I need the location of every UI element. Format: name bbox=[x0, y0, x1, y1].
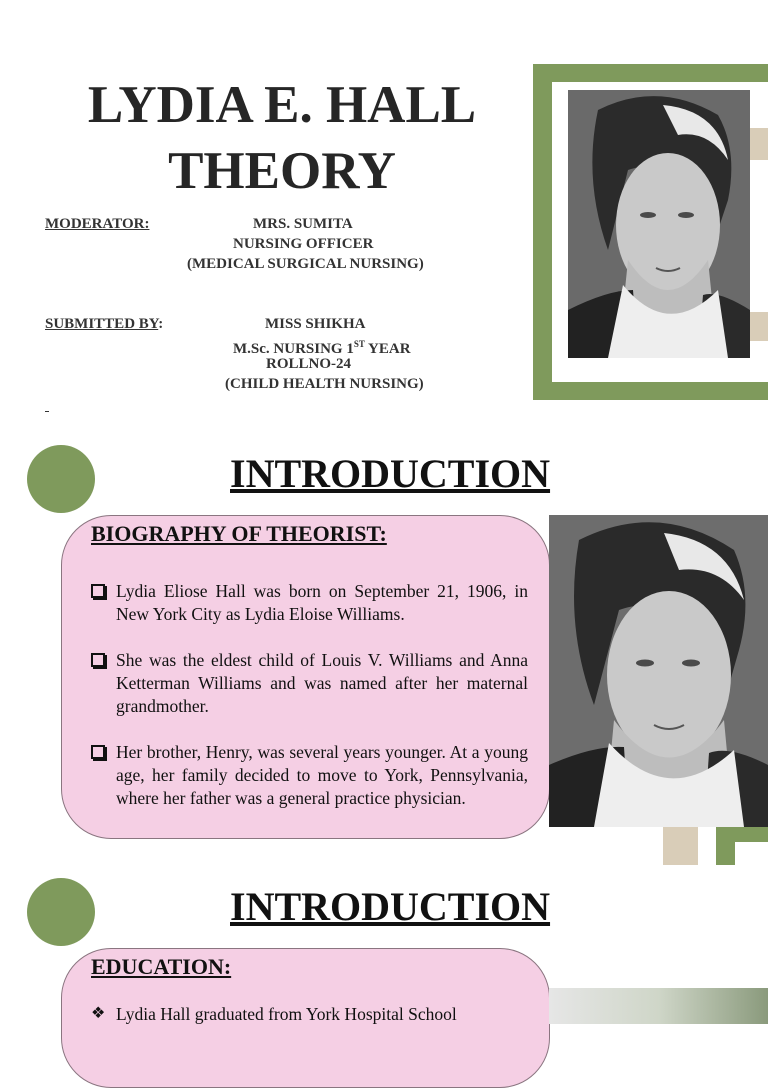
green-accent-cutout bbox=[735, 842, 768, 865]
moderator-name: MRS. SUMITA bbox=[253, 216, 353, 232]
list-item: She was the eldest child of Louis V. Williams and Anna Ketterman Williams and was named after her maternal grandmother. bbox=[91, 649, 528, 718]
education-photo bbox=[549, 988, 768, 1024]
moderator-role: NURSING OFFICER bbox=[233, 236, 374, 252]
moderator-label: MODERATOR: bbox=[45, 216, 150, 232]
biography-portrait-photo bbox=[549, 515, 768, 827]
submitted-roll: ROLLNO-24 bbox=[266, 356, 352, 372]
main-title bbox=[40, 72, 524, 204]
education-box-heading: EDUCATION: bbox=[91, 954, 232, 979]
submitted-by-label: SUBMITTED BY: bbox=[45, 316, 164, 332]
portrait-illustration bbox=[549, 515, 768, 827]
portrait-illustration bbox=[568, 90, 750, 358]
list-item: Lydia Eliose Hall was born on September 21, 1906, in New York City as Lydia Eloise Williams. bbox=[91, 580, 528, 626]
education-section-heading: INTRODUCTION bbox=[230, 884, 551, 929]
hollow-square-bullet-icon bbox=[91, 579, 105, 605]
green-circle-decoration bbox=[27, 445, 95, 513]
submitted-course: M.Sc. NURSING 1ST YEAR bbox=[233, 339, 411, 357]
stray-underline bbox=[45, 411, 49, 412]
portrait-photo bbox=[568, 90, 750, 358]
biography-box-heading: BIOGRAPHY OF THEORIST: bbox=[91, 521, 387, 546]
green-circle-decoration bbox=[27, 878, 95, 946]
title-line-2: THEORY bbox=[168, 142, 396, 200]
diamond-bullet-icon: ❖ bbox=[91, 1005, 106, 1022]
education-bullet-list bbox=[91, 1003, 528, 1049]
beige-accent-top bbox=[750, 128, 768, 160]
beige-accent-bottom bbox=[750, 312, 768, 341]
list-item: Her brother, Henry, was several years younger. At a young age, her family decided to move to York, Pennsylvania, where her father was a general practice physician. bbox=[91, 741, 528, 810]
title-line-1: LYDIA E. HALL bbox=[87, 76, 477, 134]
biography-bullet-list bbox=[91, 580, 528, 833]
biography-section-heading: INTRODUCTION bbox=[230, 451, 551, 496]
list-item: ❖ Lydia Hall graduated from York Hospital School bbox=[91, 1004, 457, 1024]
hollow-square-bullet-icon bbox=[91, 648, 105, 674]
submitted-name: MISS SHIKHA bbox=[265, 316, 366, 332]
hollow-square-bullet-icon bbox=[91, 740, 105, 766]
moderator-dept: (MEDICAL SURGICAL NURSING) bbox=[187, 256, 424, 272]
beige-accent-block bbox=[663, 827, 698, 865]
submitted-dept: (CHILD HEALTH NURSING) bbox=[225, 376, 424, 392]
